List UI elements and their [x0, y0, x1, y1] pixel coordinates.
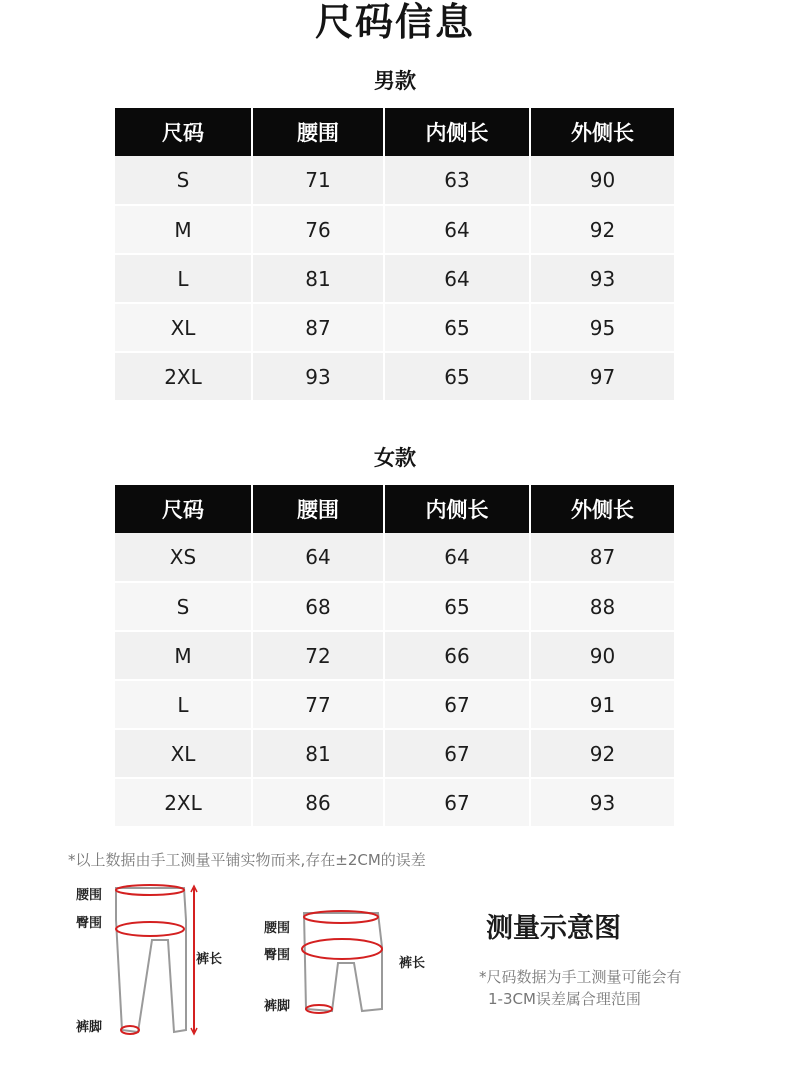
long-pants-hem-label: 裤脚 — [76, 1020, 103, 1035]
outseam-cell: 92 — [530, 205, 674, 254]
table-row — [115, 533, 674, 582]
column-header-waist: 腰围 — [252, 485, 384, 533]
men-table-header-row — [115, 108, 674, 156]
page-title: 尺码信息 — [314, 0, 475, 44]
table-row — [115, 680, 674, 729]
long-pants-length-label: 裤长 — [196, 952, 223, 967]
column-header-size: 尺码 — [115, 485, 252, 533]
shorts-diagram — [298, 905, 398, 1020]
inseam-cell: 67 — [384, 778, 530, 827]
size-cell: XS — [115, 533, 252, 582]
outseam-cell: 88 — [530, 582, 674, 631]
table-row — [115, 631, 674, 680]
outseam-cell: 93 — [530, 778, 674, 827]
hip-marker-icon — [116, 922, 184, 936]
waist-cell: 68 — [252, 582, 384, 631]
shorts-waist-label: 腰围 — [264, 921, 291, 936]
inseam-cell: 65 — [384, 303, 530, 352]
size-cell: L — [115, 680, 252, 729]
inseam-cell: 67 — [384, 680, 530, 729]
table-row — [115, 205, 674, 254]
outseam-cell: 92 — [530, 729, 674, 778]
long-pants-outline-icon — [116, 888, 186, 1032]
column-header-outseam: 外侧长 — [530, 485, 674, 533]
outseam-cell: 93 — [530, 254, 674, 303]
table-row — [115, 778, 674, 827]
women-size-table — [115, 485, 674, 828]
outseam-cell: 90 — [530, 156, 674, 205]
shorts-hem-label: 裤脚 — [264, 999, 291, 1014]
size-cell: M — [115, 205, 252, 254]
waist-cell: 76 — [252, 205, 384, 254]
column-header-waist: 腰围 — [252, 108, 384, 156]
table-row — [115, 254, 674, 303]
column-header-outseam: 外侧长 — [530, 108, 674, 156]
measure-diagram-title: 测量示意图 — [486, 913, 621, 944]
size-cell: S — [115, 582, 252, 631]
table-row — [115, 582, 674, 631]
outseam-cell: 95 — [530, 303, 674, 352]
long-pants-diagram — [108, 880, 208, 1040]
women-section-title: 女款 — [374, 446, 416, 470]
measure-note — [479, 966, 682, 1010]
size-cell: 2XL — [115, 778, 252, 827]
waist-cell: 81 — [252, 254, 384, 303]
shorts-length-label: 裤长 — [399, 956, 426, 971]
size-cell: M — [115, 631, 252, 680]
men-section-title: 男款 — [374, 69, 416, 93]
waist-cell: 77 — [252, 680, 384, 729]
inseam-cell: 66 — [384, 631, 530, 680]
table-row — [115, 729, 674, 778]
outseam-cell: 87 — [530, 533, 674, 582]
waist-cell: 81 — [252, 729, 384, 778]
waist-marker-icon — [116, 885, 184, 895]
waist-cell: 93 — [252, 352, 384, 401]
inseam-cell: 64 — [384, 533, 530, 582]
table-row — [115, 352, 674, 401]
inseam-cell: 65 — [384, 352, 530, 401]
hip-marker-icon — [302, 939, 382, 959]
waist-cell: 72 — [252, 631, 384, 680]
inseam-cell: 64 — [384, 254, 530, 303]
waist-cell: 64 — [252, 533, 384, 582]
outseam-cell: 91 — [530, 680, 674, 729]
inseam-cell: 67 — [384, 729, 530, 778]
inseam-cell: 63 — [384, 156, 530, 205]
shorts-outline-icon — [304, 913, 382, 1011]
size-cell: S — [115, 156, 252, 205]
long-pants-hip-label: 臀围 — [76, 916, 103, 931]
size-cell: L — [115, 254, 252, 303]
inseam-cell: 65 — [384, 582, 530, 631]
waist-cell: 71 — [252, 156, 384, 205]
measure-note-line2: 1-3CM误差属合理范围 — [488, 990, 641, 1008]
outseam-cell: 90 — [530, 631, 674, 680]
outseam-cell: 97 — [530, 352, 674, 401]
waist-cell: 87 — [252, 303, 384, 352]
women-table-header-row — [115, 485, 674, 533]
men-size-table — [115, 108, 674, 402]
inseam-cell: 64 — [384, 205, 530, 254]
table-row — [115, 303, 674, 352]
long-pants-waist-label: 腰围 — [76, 888, 103, 903]
column-header-inseam: 内侧长 — [384, 485, 530, 533]
table-row — [115, 156, 674, 205]
size-cell: XL — [115, 303, 252, 352]
column-header-size: 尺码 — [115, 108, 252, 156]
size-cell: XL — [115, 729, 252, 778]
waist-cell: 86 — [252, 778, 384, 827]
shorts-hip-label: 臀围 — [264, 948, 291, 963]
column-header-inseam: 内侧长 — [384, 108, 530, 156]
measure-note-line1: *尺码数据为手工测量可能会有 — [479, 968, 682, 986]
size-cell: 2XL — [115, 352, 252, 401]
measurement-note: *以上数据由手工测量平铺实物而来,存在±2CM的误差 — [68, 851, 426, 869]
